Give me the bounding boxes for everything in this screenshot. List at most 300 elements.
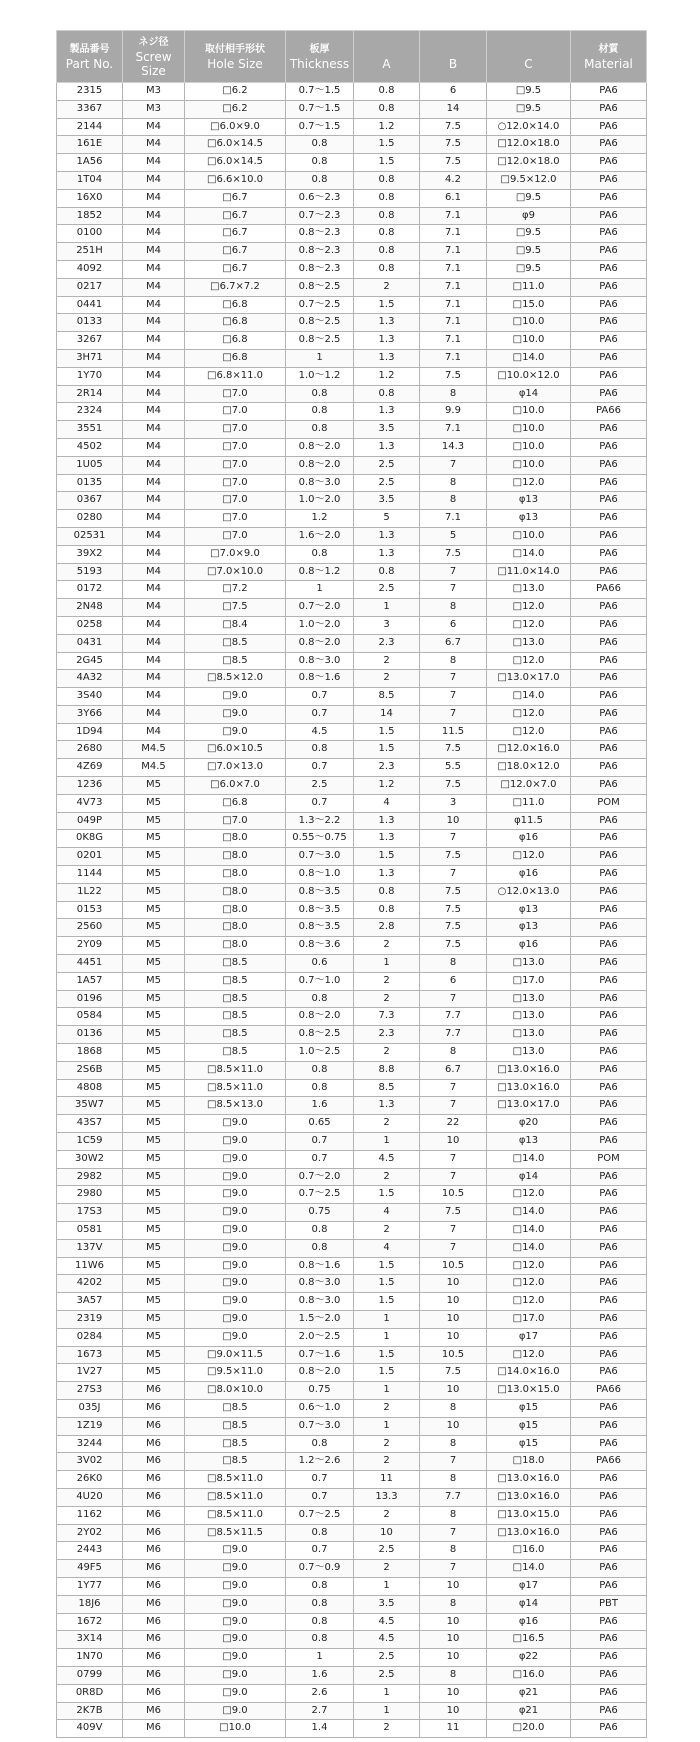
hole-size-cell: □9.0 — [185, 1702, 286, 1720]
screw-size-cell: M4 — [123, 723, 185, 741]
hole-size-cell: □7.0 — [185, 438, 286, 456]
part-no-cell: 2315 — [57, 83, 123, 101]
a-cell: 1.5 — [354, 848, 420, 866]
material-cell: PA6 — [571, 1293, 647, 1311]
a-cell: 0.8 — [354, 901, 420, 919]
part-no-cell: 0172 — [57, 581, 123, 599]
thickness-cell: 0.7～2.5 — [286, 1186, 354, 1204]
c-cell: φ14 — [487, 385, 571, 403]
part-no-cell: 30W2 — [57, 1150, 123, 1168]
material-cell: PA6 — [571, 492, 647, 510]
c-cell: □13.0 — [487, 634, 571, 652]
hole-size-cell: □9.0 — [185, 1310, 286, 1328]
hole-size-cell: □7.5 — [185, 599, 286, 617]
b-cell: 7.1 — [420, 332, 487, 350]
part-no-cell: 1672 — [57, 1613, 123, 1631]
screw-size-cell: M4 — [123, 154, 185, 172]
header-jp-label — [354, 43, 419, 57]
c-cell: □18.0×12.0 — [487, 759, 571, 777]
material-cell: POM — [571, 1150, 647, 1168]
thickness-cell: 0.8～2.5 — [286, 314, 354, 332]
screw-size-cell: M6 — [123, 1560, 185, 1578]
material-cell: PA6 — [571, 1097, 647, 1115]
c-cell: □14.0×16.0 — [487, 1364, 571, 1382]
c-cell: □10.0 — [487, 332, 571, 350]
thickness-cell: 0.8 — [286, 1061, 354, 1079]
table-row — [57, 955, 647, 973]
table-row — [57, 456, 647, 474]
screw-size-cell: M6 — [123, 1524, 185, 1542]
screw-size-cell: M5 — [123, 1150, 185, 1168]
table-row — [57, 225, 647, 243]
thickness-cell: 1.5～2.0 — [286, 1310, 354, 1328]
table-row — [57, 830, 647, 848]
part-no-cell: 0133 — [57, 314, 123, 332]
c-cell: φ16 — [487, 1613, 571, 1631]
part-no-cell: 0441 — [57, 296, 123, 314]
c-cell: ○12.0×14.0 — [487, 118, 571, 136]
table-row — [57, 866, 647, 884]
b-cell: 7.7 — [420, 1008, 487, 1026]
b-cell: 7 — [420, 1453, 487, 1471]
a-cell: 1.5 — [354, 1346, 420, 1364]
screw-size-cell: M4 — [123, 599, 185, 617]
screw-size-cell: M4 — [123, 207, 185, 225]
material-cell: PA6 — [571, 100, 647, 118]
table-row — [57, 688, 647, 706]
screw-size-cell: M5 — [123, 990, 185, 1008]
part-no-cell: 0284 — [57, 1328, 123, 1346]
c-cell: □10.0 — [487, 527, 571, 545]
hole-size-cell: □8.0 — [185, 866, 286, 884]
thickness-cell: 0.65 — [286, 1115, 354, 1133]
screw-size-cell: M5 — [123, 1097, 185, 1115]
b-cell: 7.5 — [420, 154, 487, 172]
thickness-cell: 0.8 — [286, 1239, 354, 1257]
a-cell: 2 — [354, 1720, 420, 1738]
thickness-cell: 0.7～3.0 — [286, 1417, 354, 1435]
a-cell: 2 — [354, 652, 420, 670]
hole-size-cell: □9.0 — [185, 1666, 286, 1684]
b-cell: 7 — [420, 563, 487, 581]
b-cell: 7.1 — [420, 207, 487, 225]
thickness-cell: 0.8 — [286, 1222, 354, 1240]
screw-size-cell: M6 — [123, 1631, 185, 1649]
a-cell: 1.3 — [354, 545, 420, 563]
table-row — [57, 154, 647, 172]
c-cell: □12.0 — [487, 1257, 571, 1275]
thickness-cell: 0.8～2.0 — [286, 456, 354, 474]
table-row — [57, 723, 647, 741]
c-cell: □14.0 — [487, 1560, 571, 1578]
material-cell: PA6 — [571, 136, 647, 154]
thickness-cell: 0.8～1.6 — [286, 670, 354, 688]
c-cell: φ13 — [487, 901, 571, 919]
material-cell: PA6 — [571, 866, 647, 884]
table-row — [57, 1613, 647, 1631]
hole-size-cell: □8.0 — [185, 937, 286, 955]
part-no-cell: 0217 — [57, 278, 123, 296]
table-row — [57, 705, 647, 723]
hole-size-cell: □6.0×10.5 — [185, 741, 286, 759]
b-cell: 7.5 — [420, 883, 487, 901]
screw-size-cell: M4 — [123, 652, 185, 670]
table-row — [57, 1382, 647, 1400]
b-cell: 7.5 — [420, 741, 487, 759]
hole-size-cell: □6.7 — [185, 189, 286, 207]
table-row — [57, 919, 647, 937]
thickness-cell: 0.7 — [286, 794, 354, 812]
thickness-cell: 0.8～2.5 — [286, 332, 354, 350]
table-row — [57, 1168, 647, 1186]
a-cell: 2 — [354, 670, 420, 688]
screw-size-cell: M5 — [123, 1222, 185, 1240]
thickness-cell: 1 — [286, 349, 354, 367]
hole-size-cell: □6.0×9.0 — [185, 118, 286, 136]
table-row — [57, 599, 647, 617]
b-cell: 8 — [420, 1044, 487, 1062]
part-no-cell: 0584 — [57, 1008, 123, 1026]
a-cell: 2 — [354, 1506, 420, 1524]
a-cell: 4 — [354, 1204, 420, 1222]
hole-size-cell: □9.5×11.0 — [185, 1364, 286, 1382]
screw-size-cell: M5 — [123, 866, 185, 884]
a-cell: 1.5 — [354, 136, 420, 154]
a-cell: 1.5 — [354, 1186, 420, 1204]
screw-size-cell: M5 — [123, 1008, 185, 1026]
b-cell: 10 — [420, 1417, 487, 1435]
c-cell: □12.0×18.0 — [487, 136, 571, 154]
part-no-cell: 3244 — [57, 1435, 123, 1453]
part-no-cell: 1236 — [57, 777, 123, 795]
screw-size-cell: M4 — [123, 545, 185, 563]
screw-size-cell: M5 — [123, 1168, 185, 1186]
a-cell: 0.8 — [354, 83, 420, 101]
material-cell: PA6 — [571, 260, 647, 278]
screw-size-cell: M4 — [123, 616, 185, 634]
b-cell: 7 — [420, 1150, 487, 1168]
table-row — [57, 1346, 647, 1364]
part-no-cell: 2144 — [57, 118, 123, 136]
a-cell: 1.5 — [354, 1275, 420, 1293]
hole-size-cell: □10.0 — [185, 1720, 286, 1738]
table-row — [57, 118, 647, 136]
material-cell: PA6 — [571, 385, 647, 403]
a-cell: 4.5 — [354, 1613, 420, 1631]
a-cell: 8.5 — [354, 688, 420, 706]
thickness-cell: 0.8 — [286, 1524, 354, 1542]
material-cell: PA6 — [571, 563, 647, 581]
b-cell: 7.5 — [420, 1204, 487, 1222]
material-cell: PA6 — [571, 1257, 647, 1275]
thickness-cell: 1.0～1.2 — [286, 367, 354, 385]
material-cell: PA6 — [571, 349, 647, 367]
material-cell: PA6 — [571, 919, 647, 937]
hole-size-cell: □8.5×11.0 — [185, 1506, 286, 1524]
thickness-cell: 0.8～3.0 — [286, 1275, 354, 1293]
material-cell: PA6 — [571, 367, 647, 385]
screw-size-cell: M4 — [123, 456, 185, 474]
c-cell: □12.0 — [487, 616, 571, 634]
c-cell: φ21 — [487, 1684, 571, 1702]
thickness-cell: 1.2～2.6 — [286, 1453, 354, 1471]
screw-size-cell: M5 — [123, 901, 185, 919]
table-row — [57, 474, 647, 492]
part-no-cell: 4Z69 — [57, 759, 123, 777]
a-cell: 2.8 — [354, 919, 420, 937]
table-row — [57, 1204, 647, 1222]
part-no-cell: 0201 — [57, 848, 123, 866]
table-row — [57, 189, 647, 207]
material-cell: PA6 — [571, 278, 647, 296]
thickness-cell: 1.6～2.0 — [286, 527, 354, 545]
thickness-cell: 0.8～3.0 — [286, 474, 354, 492]
screw-size-cell: M5 — [123, 1204, 185, 1222]
part-no-cell: 2319 — [57, 1310, 123, 1328]
c-cell: □15.0 — [487, 296, 571, 314]
thickness-cell: 0.7 — [286, 1488, 354, 1506]
material-cell: PA6 — [571, 1488, 647, 1506]
screw-size-cell: M5 — [123, 848, 185, 866]
header-en-label: Hole Size — [207, 56, 263, 71]
c-cell: φ16 — [487, 866, 571, 884]
material-cell: PA6 — [571, 1399, 647, 1417]
hole-size-cell: □7.0 — [185, 421, 286, 439]
hole-size-cell: □9.0 — [185, 1293, 286, 1311]
hole-size-cell: □7.0 — [185, 812, 286, 830]
a-cell: 2 — [354, 990, 420, 1008]
part-no-cell: 26K0 — [57, 1471, 123, 1489]
table-row — [57, 937, 647, 955]
b-cell: 7 — [420, 1222, 487, 1240]
thickness-cell: 0.8～2.3 — [286, 225, 354, 243]
part-no-cell: 0136 — [57, 1026, 123, 1044]
material-cell: PA6 — [571, 972, 647, 990]
b-cell: 8 — [420, 385, 487, 403]
screw-size-cell: M4 — [123, 563, 185, 581]
part-no-cell: 3Y66 — [57, 705, 123, 723]
parts-table — [56, 30, 647, 1738]
thickness-cell: 0.8～2.3 — [286, 243, 354, 261]
table-row — [57, 1293, 647, 1311]
table-row — [57, 1631, 647, 1649]
c-cell: □12.0 — [487, 848, 571, 866]
hole-size-cell: □6.7 — [185, 260, 286, 278]
hole-size-cell: □8.5 — [185, 1435, 286, 1453]
a-cell: 2 — [354, 937, 420, 955]
screw-size-cell: M4 — [123, 278, 185, 296]
material-cell: PA6 — [571, 1702, 647, 1720]
part-no-cell: 2443 — [57, 1542, 123, 1560]
screw-size-cell: M6 — [123, 1417, 185, 1435]
a-cell: 1 — [354, 955, 420, 973]
screw-size-cell: M5 — [123, 1115, 185, 1133]
table-row — [57, 367, 647, 385]
part-no-cell: 4A32 — [57, 670, 123, 688]
thickness-cell: 0.8 — [286, 171, 354, 189]
header-en-label: Thickness — [289, 56, 350, 71]
c-cell: □9.5 — [487, 83, 571, 101]
a-cell: 1.5 — [354, 741, 420, 759]
material-cell: PA6 — [571, 990, 647, 1008]
c-cell: □12.0 — [487, 1275, 571, 1293]
header-en-label: B — [448, 56, 458, 71]
part-no-cell: 2Y02 — [57, 1524, 123, 1542]
material-cell: PA6 — [571, 848, 647, 866]
thickness-cell: 1.0～2.5 — [286, 1044, 354, 1062]
a-cell: 4.5 — [354, 1631, 420, 1649]
c-cell: □16.0 — [487, 1666, 571, 1684]
c-cell: □14.0 — [487, 1222, 571, 1240]
header-jp-label: 板厚 — [309, 43, 330, 55]
part-no-cell: 1C59 — [57, 1133, 123, 1151]
screw-size-cell: M4 — [123, 634, 185, 652]
b-cell: 8 — [420, 492, 487, 510]
hole-size-cell: □6.8×11.0 — [185, 367, 286, 385]
table-row — [57, 1577, 647, 1595]
part-no-cell: 035J — [57, 1399, 123, 1417]
b-cell: 7 — [420, 1079, 487, 1097]
header-en-label: Size — [141, 63, 166, 78]
table-row — [57, 1471, 647, 1489]
screw-size-cell: M6 — [123, 1399, 185, 1417]
material-cell: PA6 — [571, 937, 647, 955]
hole-size-cell: □6.8 — [185, 349, 286, 367]
b-cell: 7.1 — [420, 510, 487, 528]
hole-size-cell: □9.0 — [185, 1631, 286, 1649]
hole-size-cell: □8.5 — [185, 972, 286, 990]
a-cell: 0.8 — [354, 225, 420, 243]
part-no-cell: 2R14 — [57, 385, 123, 403]
screw-size-cell: M5 — [123, 1026, 185, 1044]
c-cell: □17.0 — [487, 972, 571, 990]
a-cell: 13.3 — [354, 1488, 420, 1506]
thickness-cell: 0.8 — [286, 403, 354, 421]
material-cell: PA6 — [571, 883, 647, 901]
header-c — [487, 31, 571, 83]
table-row — [57, 883, 647, 901]
c-cell: □13.0×16.0 — [487, 1524, 571, 1542]
c-cell: □13.0×16.0 — [487, 1061, 571, 1079]
thickness-cell: 0.6 — [286, 955, 354, 973]
thickness-cell: 0.7～1.0 — [286, 972, 354, 990]
c-cell: □10.0 — [487, 421, 571, 439]
header-jp-label: ネジ径 — [138, 36, 169, 48]
b-cell: 7.5 — [420, 901, 487, 919]
table-row — [57, 848, 647, 866]
part-no-cell: 2324 — [57, 403, 123, 421]
material-cell: PA6 — [571, 777, 647, 795]
material-cell: PA6 — [571, 296, 647, 314]
material-cell: PA6 — [571, 723, 647, 741]
part-no-cell: 3H71 — [57, 349, 123, 367]
hole-size-cell: □6.8 — [185, 332, 286, 350]
table-row — [57, 1720, 647, 1738]
hole-size-cell: □8.5 — [185, 990, 286, 1008]
screw-size-cell: M5 — [123, 972, 185, 990]
material-cell: PBT — [571, 1595, 647, 1613]
table-row — [57, 777, 647, 795]
hole-size-cell: □6.7 — [185, 207, 286, 225]
hole-size-cell: □7.0 — [185, 527, 286, 545]
a-cell: 11 — [354, 1471, 420, 1489]
material-cell: PA6 — [571, 901, 647, 919]
part-no-cell: 1A57 — [57, 972, 123, 990]
table-row — [57, 1417, 647, 1435]
c-cell: □9.5 — [487, 100, 571, 118]
screw-size-cell: M4 — [123, 314, 185, 332]
b-cell: 8 — [420, 1542, 487, 1560]
part-no-cell: 1Y77 — [57, 1577, 123, 1595]
screw-size-cell: M6 — [123, 1595, 185, 1613]
a-cell: 1 — [354, 1328, 420, 1346]
screw-size-cell: M4.5 — [123, 741, 185, 759]
header-a — [354, 31, 420, 83]
b-cell: 7 — [420, 688, 487, 706]
a-cell: 0.8 — [354, 883, 420, 901]
a-cell: 3.5 — [354, 421, 420, 439]
thickness-cell: 0.8～1.6 — [286, 1257, 354, 1275]
b-cell: 3 — [420, 794, 487, 812]
c-cell: □14.0 — [487, 349, 571, 367]
part-no-cell: 0581 — [57, 1222, 123, 1240]
material-cell: PA6 — [571, 438, 647, 456]
b-cell: 8 — [420, 1506, 487, 1524]
screw-size-cell: M4 — [123, 705, 185, 723]
b-cell: 10 — [420, 1577, 487, 1595]
table-row — [57, 438, 647, 456]
a-cell: 1 — [354, 1577, 420, 1595]
hole-size-cell: □9.0 — [185, 1684, 286, 1702]
thickness-cell: 0.55～0.75 — [286, 830, 354, 848]
hole-size-cell: □6.8 — [185, 794, 286, 812]
part-no-cell: 2K7B — [57, 1702, 123, 1720]
a-cell: 1.5 — [354, 154, 420, 172]
c-cell: □13.0 — [487, 1044, 571, 1062]
a-cell: 1.3 — [354, 812, 420, 830]
a-cell: 1.5 — [354, 1257, 420, 1275]
screw-size-cell: M4 — [123, 474, 185, 492]
material-cell: PA66 — [571, 1382, 647, 1400]
table-row — [57, 278, 647, 296]
hole-size-cell: □8.5×11.0 — [185, 1488, 286, 1506]
thickness-cell: 0.8 — [286, 1613, 354, 1631]
header-jp-label: 取付相手形状 — [205, 43, 265, 55]
c-cell: □9.5 — [487, 243, 571, 261]
material-cell: PA6 — [571, 83, 647, 101]
table-row — [57, 1044, 647, 1062]
part-no-cell: 4092 — [57, 260, 123, 278]
a-cell: 1.3 — [354, 1097, 420, 1115]
hole-size-cell: □8.5×11.0 — [185, 1471, 286, 1489]
screw-size-cell: M6 — [123, 1702, 185, 1720]
thickness-cell: 2.0～2.5 — [286, 1328, 354, 1346]
a-cell: 2.5 — [354, 456, 420, 474]
screw-size-cell: M4 — [123, 670, 185, 688]
screw-size-cell: M4 — [123, 171, 185, 189]
material-cell: PA6 — [571, 421, 647, 439]
b-cell: 10 — [420, 1133, 487, 1151]
hole-size-cell: □9.0 — [185, 688, 286, 706]
material-cell: POM — [571, 794, 647, 812]
table-header — [57, 31, 647, 83]
c-cell: □12.0×7.0 — [487, 777, 571, 795]
material-cell: PA6 — [571, 634, 647, 652]
material-cell: PA6 — [571, 225, 647, 243]
screw-size-cell: M5 — [123, 883, 185, 901]
c-cell: □17.0 — [487, 1310, 571, 1328]
table-row — [57, 136, 647, 154]
